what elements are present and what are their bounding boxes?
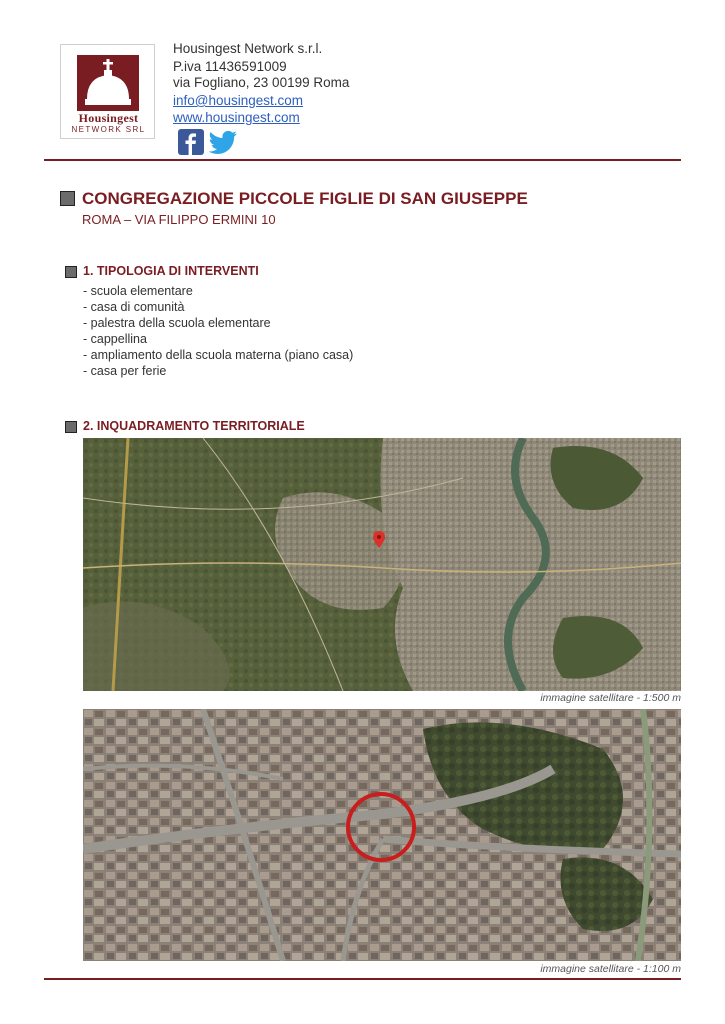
company-logo (60, 44, 155, 139)
logo-subtitle: NETWORK SRL (71, 125, 146, 134)
social-links (178, 129, 238, 155)
section2-heading: 2. INQUADRAMENTO TERRITORIALE (83, 419, 305, 433)
satellite-map-detail (83, 709, 681, 961)
company-name: Housingest Network s.r.l. (173, 41, 323, 56)
dome-logo-icon (77, 55, 139, 111)
list-item: - cappellina (83, 332, 147, 346)
document-subtitle: ROMA – VIA FILIPPO ERMINI 10 (82, 212, 276, 227)
title-bullet (60, 191, 75, 206)
map2-caption: immagine satellitare - 1:100 m (540, 963, 681, 975)
intervention-list (83, 283, 353, 379)
email-link[interactable]: info@housingest.com (173, 93, 304, 108)
twitter-icon[interactable] (208, 129, 238, 155)
list-item: - casa di comunità (83, 300, 185, 314)
list-item: - casa per ferie (83, 364, 167, 378)
company-vat: P.iva 11436591009 (173, 59, 287, 74)
company-address: via Fogliano, 23 00199 Roma (173, 75, 350, 90)
list-item: - palestra della scuola elementare (83, 316, 271, 330)
section1-heading: 1. TIPOLOGIA DI INTERVENTI (83, 264, 259, 278)
map1-caption: immagine satellitare - 1:500 m (540, 692, 681, 704)
section2-bullet (65, 421, 77, 433)
list-item: - scuola elementare (83, 284, 193, 298)
website-link[interactable]: www.housingest.com (173, 110, 300, 125)
list-item: - ampliamento della scuola materna (piano casa) (83, 348, 354, 362)
section1-bullet (65, 266, 77, 278)
footer-divider (44, 978, 681, 980)
facebook-icon[interactable] (178, 129, 204, 155)
header-divider (44, 159, 681, 161)
satellite-map-wide (83, 438, 681, 691)
logo-wordmark: Housingest (78, 111, 139, 125)
document-title: CONGREGAZIONE PICCOLE FIGLIE DI SAN GIUSEPPE (82, 189, 528, 208)
